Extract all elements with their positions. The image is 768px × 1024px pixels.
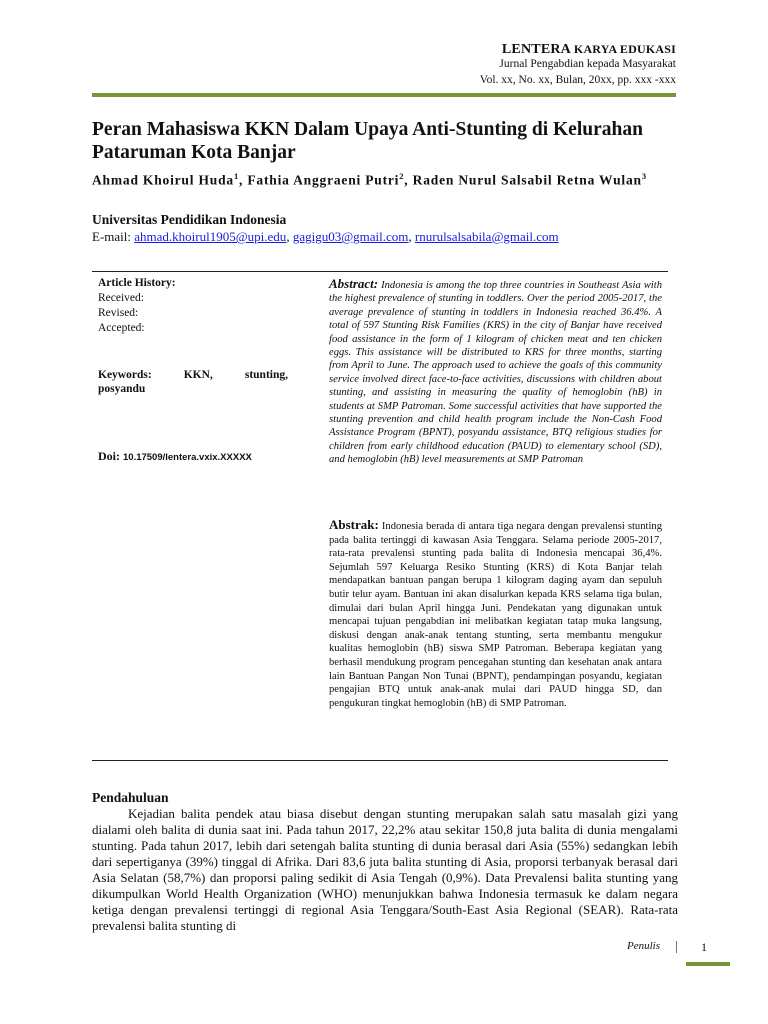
keywords [98, 368, 288, 396]
abstract-top-rule [92, 271, 668, 272]
doi-label: Doi: [98, 449, 120, 463]
affiliation: Universitas Pendidikan Indonesia [92, 212, 287, 227]
keyword-item: KKN, [183, 369, 213, 381]
author-name: Fathia Anggraeni Putri [247, 172, 400, 188]
footer-accent-bar [686, 962, 730, 966]
journal-name-rest: KARYA EDUKASI [573, 42, 676, 56]
article-history [98, 276, 290, 336]
abstract-heading: Abstract: [329, 276, 379, 291]
keyword-item: posyandu [98, 383, 146, 395]
author-list: Ahmad Khoirul Huda$^1$, Fathia Anggraeni Putri$^2$, Raden Nurul Salsabil Retna Wulan$^3$ [92, 171, 647, 188]
intro-paragraph: Kejadian balita pendek atau biasa disebut dengan stunting merupakan salah satu masalah gizi yang dialami oleh balita di dunia saat ini. Pada tahun 2017, 22,2% atau sekitar 150,8 juta balita di dunia mengalami stunting. Pada tahun 2017, lebih dari setengah balita stunting di dunia berasal dari Asia (55%) sedangkan lebih dari sepertiganya (39%) tinggal di Afrika. Dari 83,6 juta balita stunting di Asia, proporsi terbanyak berasal dari Asia Selatan (58,7%) dan proporsi paling sedikit di Asia Tengah (0,9%). Data Prevalensi balita stunting yang dikumpulkan World Health Organization (WHO) menunjukkan bahwa Indonesia termasuk ke dalam negara ketiga dengan prevalensi tertinggi di regional Asia Tenggara/South-East Asia Regional (SEAR). Rata-rata prevalensi balita stunting di [92, 806, 678, 933]
email-link-1[interactable]: ahmad.khoirul1905@upi.edu [134, 229, 287, 244]
accepted-label: Accepted: [98, 322, 145, 334]
abstract-indonesian [329, 518, 662, 710]
article-history-label: Article History: [98, 277, 176, 289]
author-name: Ahmad Khoirul Huda [92, 172, 234, 188]
abstract-bottom-rule [92, 760, 668, 761]
email-line: E-mail: ahmad.khoirul1905@upi.edu, gagigu03@gmail.com, rnurulsalsabila@gmail.com [92, 229, 559, 244]
section-heading: Pendahuluan [92, 790, 169, 805]
page-number: 1 [701, 940, 707, 954]
email-label: E-mail: [92, 229, 131, 244]
revised-label: Revised: [98, 307, 139, 319]
doi-value[interactable]: 10.17509/lentera.vxix.XXXXX [123, 452, 252, 463]
keyword-item: stunting, [244, 369, 288, 381]
paper-title: Peran Mahasiswa KKN Dalam Upaya Anti-Stunting di Kelurahan Pataruman Kota Banjar [92, 119, 643, 163]
received-label: Received: [98, 292, 144, 304]
keywords-label: Keywords: [98, 369, 152, 381]
journal-subtitle: Jurnal Pengabdian kepada Masyarakat [499, 58, 676, 70]
author-affil-mark: 1 [233, 171, 240, 181]
doi [98, 449, 252, 464]
email-link-3[interactable]: rnurulsalsabila@gmail.com [414, 229, 559, 244]
journal-volume: Vol. xx, No. xx, Bulan, 20xx, pp. xxx -xxx [479, 74, 676, 86]
journal-name-main: LENTERA [501, 42, 571, 57]
author-affil-mark: 2 [399, 171, 405, 181]
header-divider [92, 93, 676, 97]
abstrak-heading: Abstrak: [329, 517, 379, 532]
abstrak-text: Indonesia berada di antara tiga negara dengan prevalensi stunting pada balita tertinggi di kawasan Asia Tenggara. Selama periode 2005-2017, rata-rata prevalensi stunting pada balita di Indonesia mencapai 36,4%. Sejumlah 597 Keluarga Resiko Stunting (KRS) di Kota Banjar telah mendapatkan bantuan pangan berupa 1 kilogram daging ayam dan sepuluh butir telur ayam. Bantuan ini akan disalurkan kepada KRS selama tiga bulan, dimulai dari bulan April hingga Juni. Pendekatan yang digunakan untuk mencapai tujuan pengabdian ini melibatkan kegiatan tatap muka langsung, diskusi dengan anak-anak tentang stunting, serta membantu mengukur kualitas hemoglobin (hB) siswa SMP Patroman. Beberapa kegiatan yang berhasil mendukung program pencegahan stunting dan kesehatan anak antara lain Bantuan Pangan Non Tunai (BPNT), pendampingan posyandu, kegiatan pengajian BTQ untuk anak-anak mulai dari PAUD hingga SD, dan pengukuran tingkat hemoglobin (hB) di SMP Patroman. [329, 521, 662, 709]
author-name: Raden Nurul Salsabil Retna Wulan [412, 172, 642, 188]
author-affil-mark: 3 [641, 171, 647, 181]
abstract-text: Indonesia is among the top three countries in Southeast Asia with the highest prevalence of stunting in toddlers. Over the period 2005-2017, the average prevalence of stunting in toddlers in Indonesia reached 36.4%. A total of 597 Stunting Risk Families (KRS) in the city of Banjar have received food assistance in the form of 1 kilogram of chicken meat and ten chicken eggs. This assistance will be distributed to KRS for three months, starting from April to June. The approach used to achieve the goals of this community service involved direct face-to-face activities, discussions with children about stunting, and assisting in measuring the quality of hemoglobin (hB) in students at SMP Patroman. Some successful activities that have supported the stunting prevention and child health program include the Non-Cash Food Assistance Program (BPNT), posyandu assistance, BTQ religious studies for children from early childhood education (PAUD) to elementary school (SD), and hemoglobin (hB) level measurements at SMP Patroman [329, 280, 662, 466]
journal-name [502, 42, 676, 58]
footer-writer: Penulis [627, 940, 660, 952]
email-link-2[interactable]: gagigu03@gmail.com [292, 229, 409, 244]
abstract-english [329, 277, 662, 467]
footer-separator [676, 941, 677, 953]
